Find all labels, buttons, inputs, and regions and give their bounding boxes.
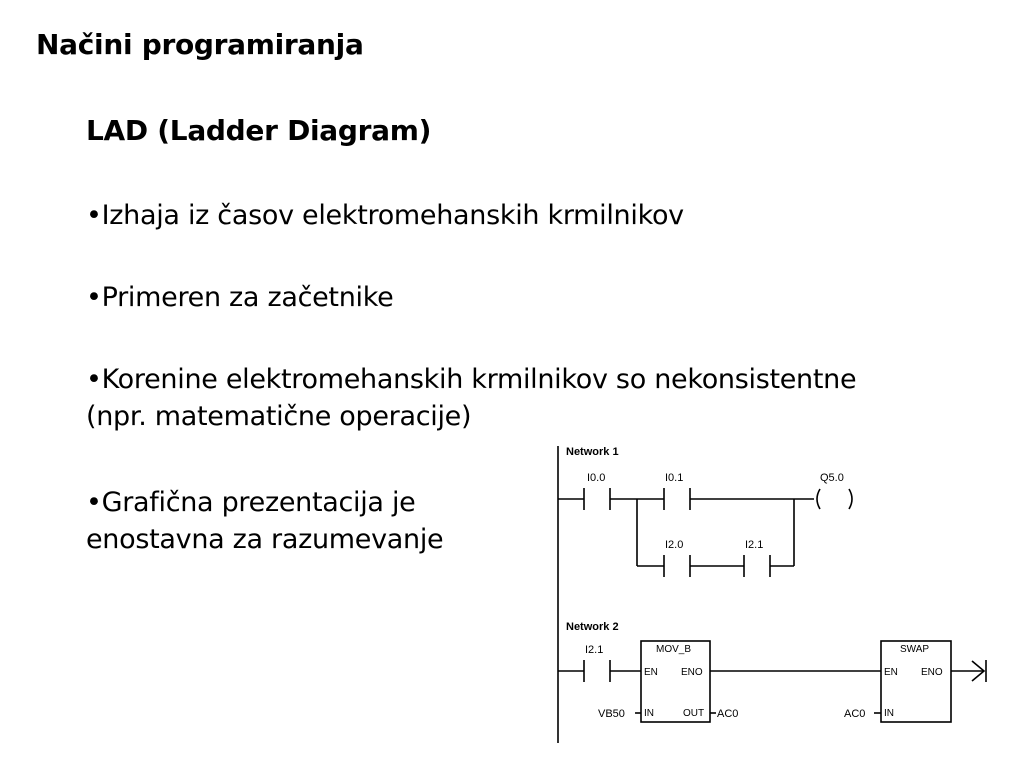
mov-in-operand: VB50 <box>598 708 625 720</box>
in-pin: IN <box>884 708 894 719</box>
network1-label: Network 1 <box>566 446 619 458</box>
contact-i0-1 <box>664 472 690 510</box>
network2-label: Network 2 <box>566 621 619 633</box>
bullet-inconsistent <box>86 361 856 435</box>
contact-label: I0.1 <box>665 472 684 484</box>
en-pin: EN <box>644 667 658 678</box>
ladder-diagram <box>548 438 1008 748</box>
bullet-beginners <box>86 279 393 316</box>
output-arrow-icon <box>951 660 986 682</box>
bullet-line: (npr. matematične operacije) <box>86 401 472 432</box>
coil-q5-0 <box>817 472 852 509</box>
eno-pin: ENO <box>681 667 703 678</box>
block-name: MOV_B <box>656 644 692 655</box>
coil-label: Q5.0 <box>820 472 844 484</box>
out-pin: OUT <box>683 708 705 719</box>
en-pin: EN <box>884 667 898 678</box>
bullet-origin <box>86 197 684 234</box>
slide-subtitle: LAD (Ladder Diagram) <box>86 114 432 147</box>
mov-out-operand: AC0 <box>717 708 739 720</box>
bullet-line: enostavna za razumevanje <box>86 524 444 555</box>
bullet-line: •Primeren za začetnike <box>86 282 394 313</box>
contact-label: I0.0 <box>587 472 606 484</box>
contact-i0-0 <box>584 472 610 510</box>
contact-i2-0 <box>664 539 690 577</box>
mov-b-block <box>641 641 710 722</box>
bullet-line: •Grafična prezentacija je <box>86 487 416 518</box>
swap-block <box>881 641 951 722</box>
contact-label: I2.1 <box>745 539 764 551</box>
bullet-line: •Korenine elektromehanskih krmilnikov so nekonsistentne <box>86 364 857 395</box>
bullet-line: •Izhaja iz časov elektromehanskih krmilnikov <box>86 200 684 231</box>
swap-in-operand: AC0 <box>844 708 866 720</box>
in-pin: IN <box>644 708 654 719</box>
contact-label: I2.1 <box>585 644 604 656</box>
block-name: SWAP <box>900 644 930 655</box>
contact-i2-1 <box>744 539 770 577</box>
slide-title: Načini programiranja <box>36 28 364 61</box>
contact-label: I2.0 <box>665 539 684 551</box>
eno-pin: ENO <box>921 667 943 678</box>
bullet-graphical <box>86 484 443 558</box>
contact-n2-i2-1 <box>584 644 610 682</box>
